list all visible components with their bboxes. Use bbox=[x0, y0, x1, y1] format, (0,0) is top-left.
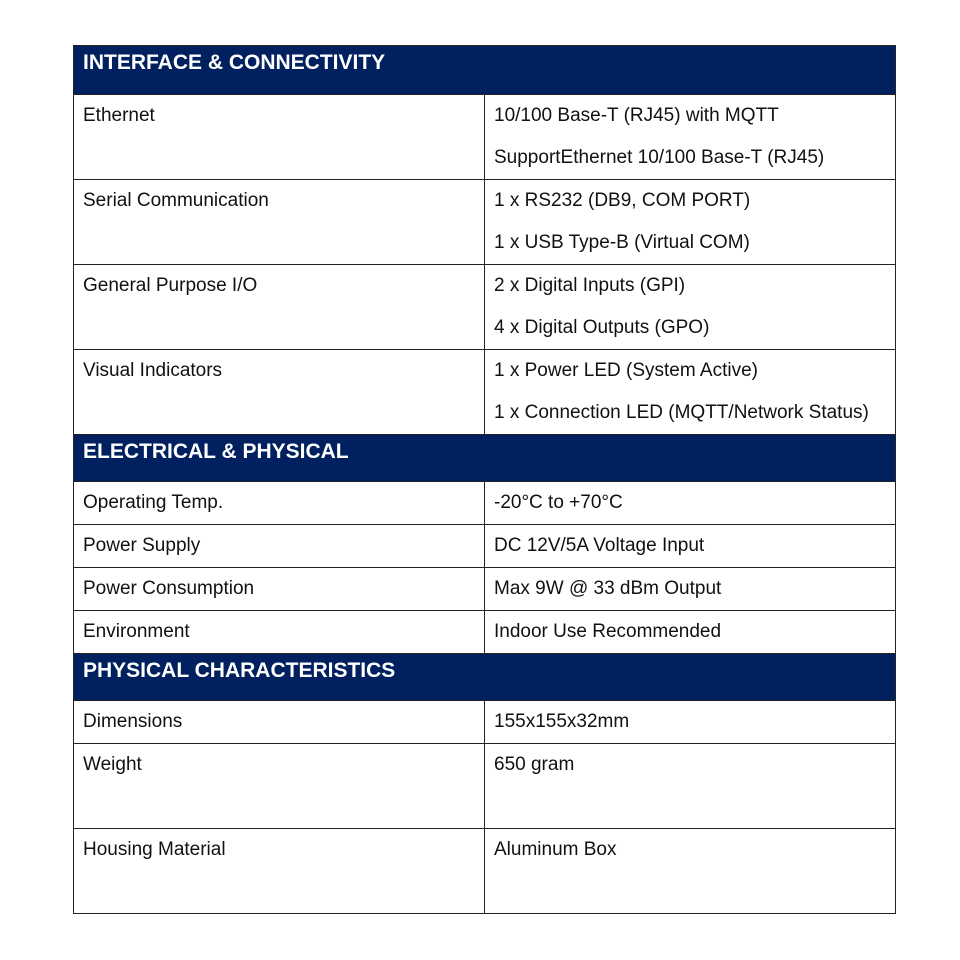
spec-label: Power Consumption bbox=[74, 568, 485, 611]
table-row bbox=[74, 701, 896, 744]
section-title: PHYSICAL CHARACTERISTICS bbox=[74, 654, 896, 701]
spec-value: 650 gram bbox=[485, 744, 896, 829]
table-row bbox=[74, 611, 896, 654]
spec-label: Dimensions bbox=[74, 701, 485, 744]
spec-value: Aluminum Box bbox=[485, 829, 896, 914]
spec-value bbox=[485, 180, 896, 265]
table-row bbox=[74, 350, 896, 435]
spec-value bbox=[485, 265, 896, 350]
table-row bbox=[74, 180, 896, 265]
value-line: 4 x Digital Outputs (GPO) bbox=[494, 317, 710, 338]
spec-value: Indoor Use Recommended bbox=[485, 611, 896, 654]
spec-value: -20°C to +70°C bbox=[485, 482, 896, 525]
table-row bbox=[74, 265, 896, 350]
section-header bbox=[74, 654, 896, 701]
section-header bbox=[74, 435, 896, 482]
spec-table bbox=[73, 45, 896, 914]
spec-value: 155x155x32mm bbox=[485, 701, 896, 744]
spec-label: Environment bbox=[74, 611, 485, 654]
value-line: 2 x Digital Inputs (GPI) bbox=[494, 275, 686, 296]
spec-label: Operating Temp. bbox=[74, 482, 485, 525]
spec-label: General Purpose I/O bbox=[74, 265, 485, 350]
section-title: ELECTRICAL & PHYSICAL bbox=[74, 435, 896, 482]
spec-label: Housing Material bbox=[74, 829, 485, 914]
table-row bbox=[74, 829, 896, 914]
section-header bbox=[74, 46, 896, 95]
spec-label: Ethernet bbox=[74, 95, 485, 180]
table-row bbox=[74, 568, 896, 611]
value-line: 1 x USB Type-B (Virtual COM) bbox=[494, 232, 750, 253]
spec-label: Serial Communication bbox=[74, 180, 485, 265]
table-row bbox=[74, 744, 896, 829]
value-line: SupportEthernet 10/100 Base-T (RJ45) bbox=[494, 147, 825, 168]
table-row bbox=[74, 95, 896, 180]
table-row bbox=[74, 525, 896, 568]
spec-label: Visual Indicators bbox=[74, 350, 485, 435]
value-line: 1 x Power LED (System Active) bbox=[494, 360, 758, 381]
section-title: INTERFACE & CONNECTIVITY bbox=[74, 46, 896, 95]
spec-value bbox=[485, 95, 896, 180]
value-line: 10/100 Base-T (RJ45) with MQTT bbox=[494, 105, 779, 126]
spec-label: Weight bbox=[74, 744, 485, 829]
spec-label: Power Supply bbox=[74, 525, 485, 568]
table-row bbox=[74, 482, 896, 525]
spec-value: Max 9W @ 33 dBm Output bbox=[485, 568, 896, 611]
value-line: 1 x RS232 (DB9, COM PORT) bbox=[494, 190, 751, 211]
value-line: 1 x Connection LED (MQTT/Network Status) bbox=[494, 402, 869, 423]
spec-value: DC 12V/5A Voltage Input bbox=[485, 525, 896, 568]
spec-value bbox=[485, 350, 896, 435]
